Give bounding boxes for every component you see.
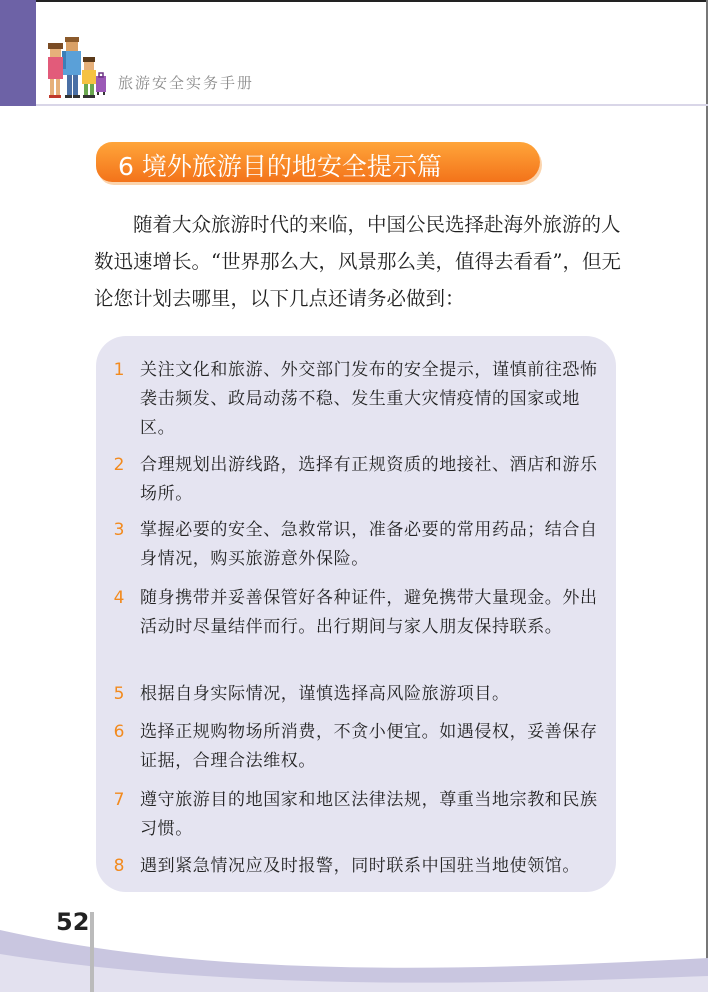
book-title: 旅游安全实务手册 [118,74,255,92]
safety-tips-box [96,336,616,892]
tip-text: 遇到紧急情况应及时报警，同时联系中国驻当地使领馆。 [140,856,580,876]
tip-item [96,680,616,709]
tip-number: 2 [113,455,125,475]
intro-paragraph: 随着大众旅游时代的来临，中国公民选择赴海外旅游的人数迅速增长。“世界那么大，风景那么美，值得去看看”，但无论您计划去哪里，以下几点还请务必做到： [94,213,621,310]
page-number-rule [90,912,94,992]
tip-number: 1 [113,360,125,380]
safety-tips-list [96,336,616,892]
top-border [0,0,708,2]
tip-item [96,516,616,574]
header-color-tab [0,0,36,106]
page-number: 52 [56,908,90,936]
chapter-banner [96,142,540,182]
tip-number: 6 [113,722,125,742]
tip-item [96,451,616,509]
tip-text: 合理规划出游线路，选择有正规资质的地接社、酒店和游乐场所。 [140,455,598,504]
tip-item [96,584,616,642]
tip-item [96,356,616,443]
chapter-title: 6 境外旅游目的地安全提示篇 [118,152,442,181]
tip-text: 关注文化和旅游、外交部门发布的安全提示，谨慎前往恐怖袭击频发、政局动荡不稳、发生重大灾情疫情的国家或地区。 [140,360,598,438]
tip-number: 3 [113,520,125,540]
tip-text: 选择正规购物场所消费，不贪小便宜。如遇侵权，妥善保存证据，合理合法维权。 [140,722,598,771]
tip-item [96,852,616,881]
tip-number: 7 [113,790,125,810]
tip-number: 5 [113,684,125,704]
tip-item [96,718,616,776]
tip-text: 掌握必要的安全、急救常识，准备必要的常用药品；结合自身情况，购买旅游意外保险。 [140,520,598,569]
tip-text: 遵守旅游目的地国家和地区法律法规，尊重当地宗教和民族习惯。 [140,790,598,839]
family-illustration [44,36,108,102]
header-divider [36,104,708,106]
tip-item [96,786,616,844]
tip-number: 8 [113,856,125,876]
tip-text: 随身携带并妥善保管好各种证件，避免携带大量现金。外出活动时尽量结伴而行。出行期间与家人朋友保持联系。 [140,588,598,637]
bottom-decorative-swoosh [0,910,708,992]
tip-text: 根据自身实际情况，谨慎选择高风险旅游项目。 [140,684,510,704]
tip-number: 4 [113,588,125,608]
